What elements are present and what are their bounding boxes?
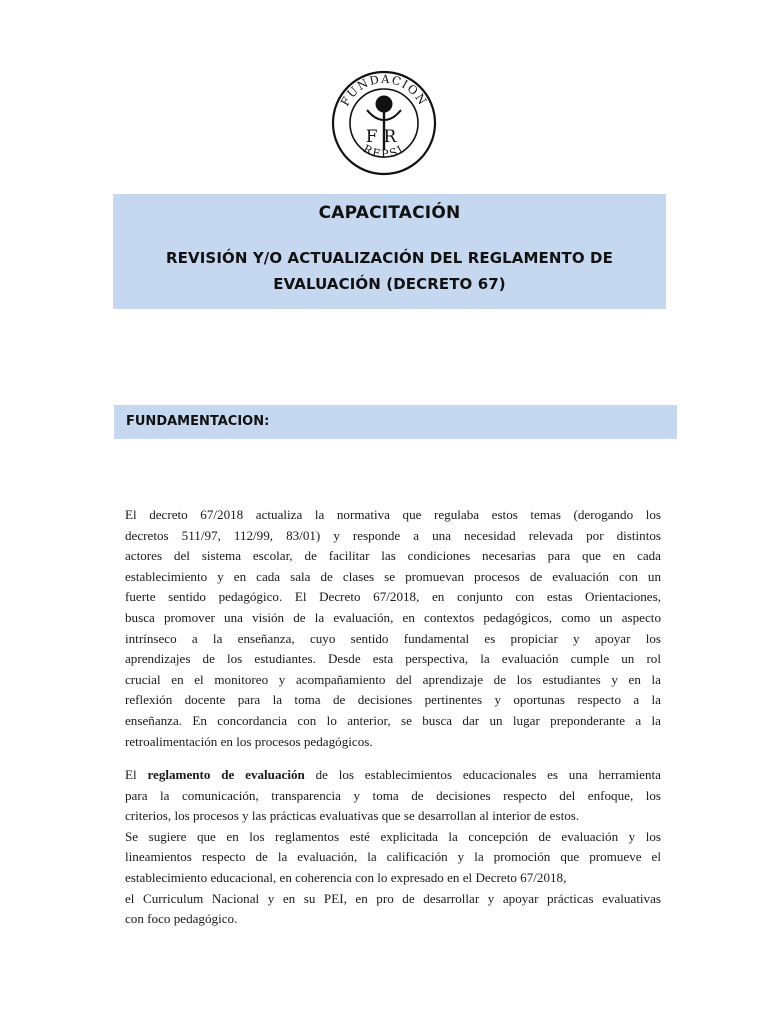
text-line bbox=[125, 765, 661, 786]
text-fragment: El bbox=[125, 767, 148, 782]
subtitle-line-2: EVALUACIÓN (DECRETO 67) bbox=[273, 275, 506, 293]
text-line: busca promover una visión de la evaluación, en contextos pedagógicos, como un aspecto bbox=[125, 609, 661, 625]
subtitle-line-1: REVISIÓN Y/O ACTUALIZACIÓN DEL REGLAMENTO DE bbox=[166, 249, 613, 267]
logo-bottom-text: REPSI bbox=[360, 142, 408, 161]
bold-term: reglamento de evaluación bbox=[147, 767, 305, 782]
text-line: crucial en el monitoreo y acompañamiento del aprendizaje de los estudiantes y en la bbox=[125, 671, 661, 687]
text-line: criterios, los procesos y las prácticas evaluativas que se desarrollan al interior de estos. bbox=[125, 808, 580, 824]
text-line: con foco pedagógico. bbox=[125, 911, 238, 927]
text-line: el Curriculum Nacional y en su PEI, en pro de desarrollar y apoyar prácticas evaluativas bbox=[125, 890, 661, 906]
logo-emblem bbox=[331, 70, 437, 176]
page-title: CAPACITACIÓN bbox=[318, 203, 461, 223]
text-line: decretos 511/97, 112/99, 83/01) y responde a una necesidad relevada por distintos bbox=[125, 527, 661, 543]
text-line: actores del sistema escolar, de facilitar las condiciones necesarias para que en cada bbox=[125, 548, 661, 564]
text-line: para la comunicación, transparencia y toma de decisiones respecto del enfoque, los bbox=[125, 787, 661, 803]
text-line: El decreto 67/2018 actualiza la normativa que regulaba estos temas (derogando los bbox=[125, 507, 661, 522]
title-banner bbox=[113, 194, 666, 309]
text-line: retroalimentación en los procesos pedagógicos. bbox=[125, 733, 373, 749]
text-line: reflexión docente para la toma de decisiones pertinentes y oportunas respecto a la bbox=[125, 692, 661, 708]
text-line: Se sugiere que en los reglamentos esté explicitada la concepción de evaluación y los bbox=[125, 828, 661, 844]
paragraph-1 bbox=[125, 505, 661, 752]
section-heading-bar bbox=[114, 405, 677, 439]
text-line: establecimiento y en cada sala de clases se promuevan procesos de evaluación con un bbox=[125, 568, 661, 584]
text-line: establecimiento educacional, en coherencia con lo expresado en el Decreto 67/2018, bbox=[125, 869, 567, 885]
page-subtitle bbox=[113, 245, 666, 297]
text-fragment: de los establecimientos educacionales es una herramienta bbox=[304, 767, 661, 782]
text-line: intrínseco a la enseñanza, cuyo sentido fundamental es propiciar y apoyar los bbox=[125, 630, 661, 646]
section-heading: FUNDAMENTACION: bbox=[126, 414, 270, 429]
text-line: aprendizajes de los estudiantes. Desde esta perspectiva, la evaluación cumple un rol bbox=[125, 651, 661, 667]
fundacion-repsi-logo bbox=[331, 70, 437, 176]
logo-monogram: FR bbox=[365, 127, 403, 147]
paragraph-2 bbox=[125, 765, 661, 930]
text-line: lineamientos respecto de la evaluación, la calificación y la promoción que promueve el bbox=[125, 849, 661, 865]
text-line: enseñanza. En concordancia con lo anterior, se busca dar un lugar preponderante a la bbox=[125, 712, 661, 728]
logo-top-text: FUNDACION bbox=[337, 71, 431, 109]
text-line: fuerte sentido pedagógico. El Decreto 67/2018, en conjunto con estas Orientaciones, bbox=[125, 589, 661, 605]
